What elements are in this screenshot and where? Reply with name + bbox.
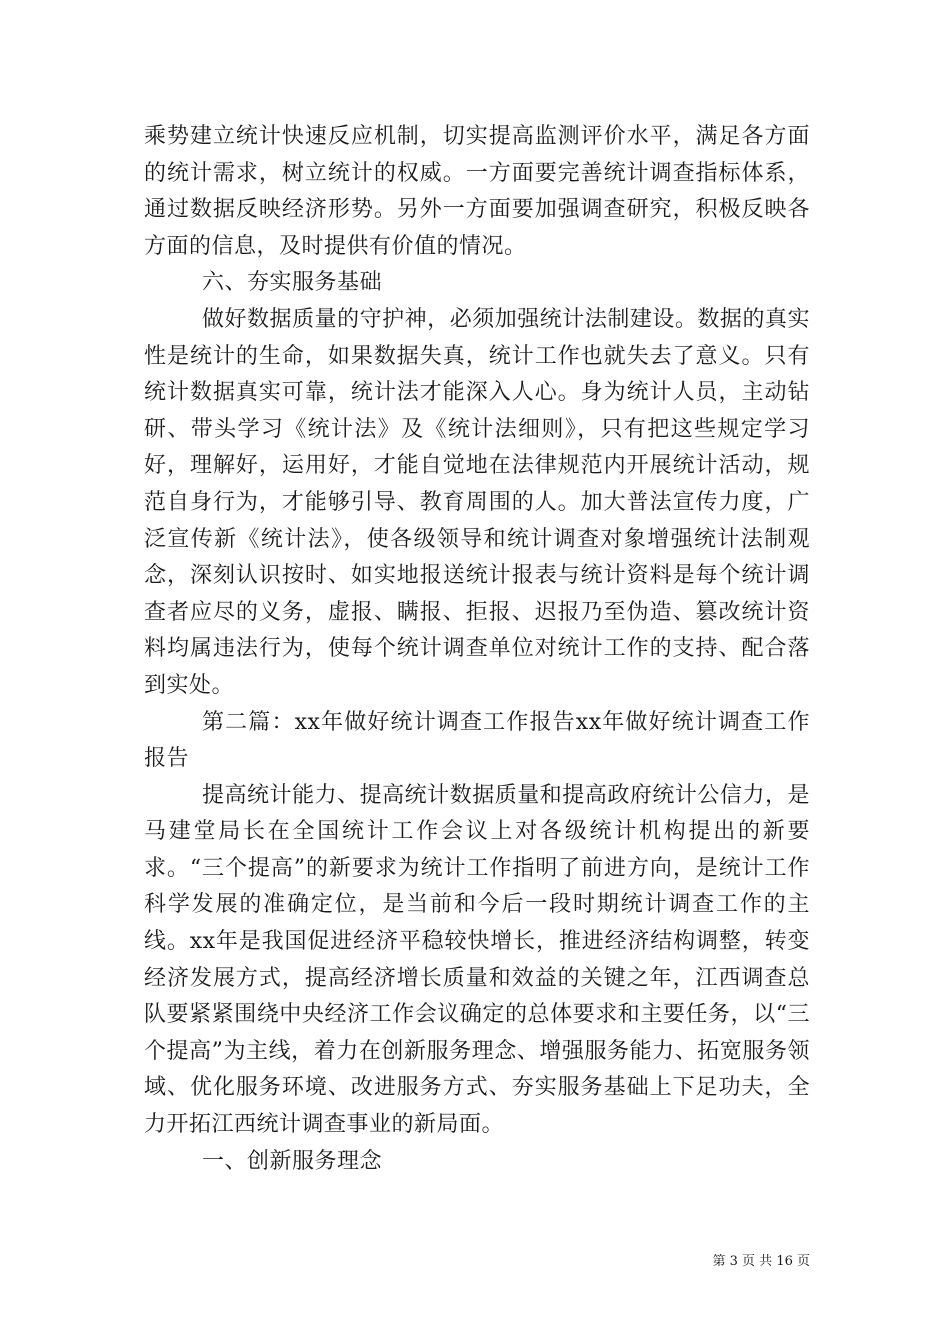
paragraph-three-improvements: 提高统计能力、提高统计数据质量和提高政府统计公信力，是马建堂局长在全国统计工作会议上对各级统计机构提出的新要求。“三个提高”的新要求为统计工作指明了前进方向，是统计工作科学发展的准确定位，是当前和今后一段时期统计调查工作的主线。xx年是我国促进经济平稳较快增长，推进经济结构调整，转变经济发展方式，提高经济增长质量和效益的关键之年，江西调查总队要紧紧围绕中央经济工作会议确定的总体要求和主要任务，以“三个提高”为主线，着力在创新服务理念、增强服务能力、拓宽服务领域、优化服务环境、改进服务方式、夯实服务基础上下足功夫，全力开拓江西统计调查事业的新局面。 <box>144 782 810 1138</box>
chapter-heading-second: 第二篇：xx年做好统计调查工作报告xx年做好统计调查工作报告 <box>144 709 810 772</box>
section-heading-one: 一、创新服务理念 <box>202 1148 383 1174</box>
paragraph-continuation: 乘势建立统计快速反应机制，切实提高监测评价水平，满足各方面的统计需求，树立统计的权威。一方面要完善统计调查指标体系，通过数据反映经济形势。另外一方面要加强调查研究，积极反映各方面的信息，及时提供有价值的情况。 <box>144 124 810 259</box>
section-heading-six: 六、夯实服务基础 <box>202 270 383 296</box>
document-body <box>144 119 810 1180</box>
page-number-footer: 第 3 页 共 16 页 <box>712 1254 810 1269</box>
paragraph-legal-construction: 做好数据质量的守护神，必须加强统计法制建设。数据的真实性是统计的生命，如果数据失真，统计工作也就失去了意义。只有统计数据真实可靠，统计法才能深入人心。身为统计人员，主动钻研、带头学习《统计法》及《统计法细则》，只有把这些规定学习好，理解好，运用好，才能自觉地在法律规范内开展统计活动，规范自身行为，才能够引导、教育周围的人。加大普法宣传力度，广泛宣传新《统计法》，使各级领导和统计调查对象增强统计法制观念，深刻认识按时、如实地报送统计报表与统计资料是每个统计调查者应尽的义务，虚报、瞒报、拒报、迟报乃至伪造、篡改统计资料均属违法行为，使每个统计调查单位对统计工作的支持、配合落到实处。 <box>144 306 810 698</box>
